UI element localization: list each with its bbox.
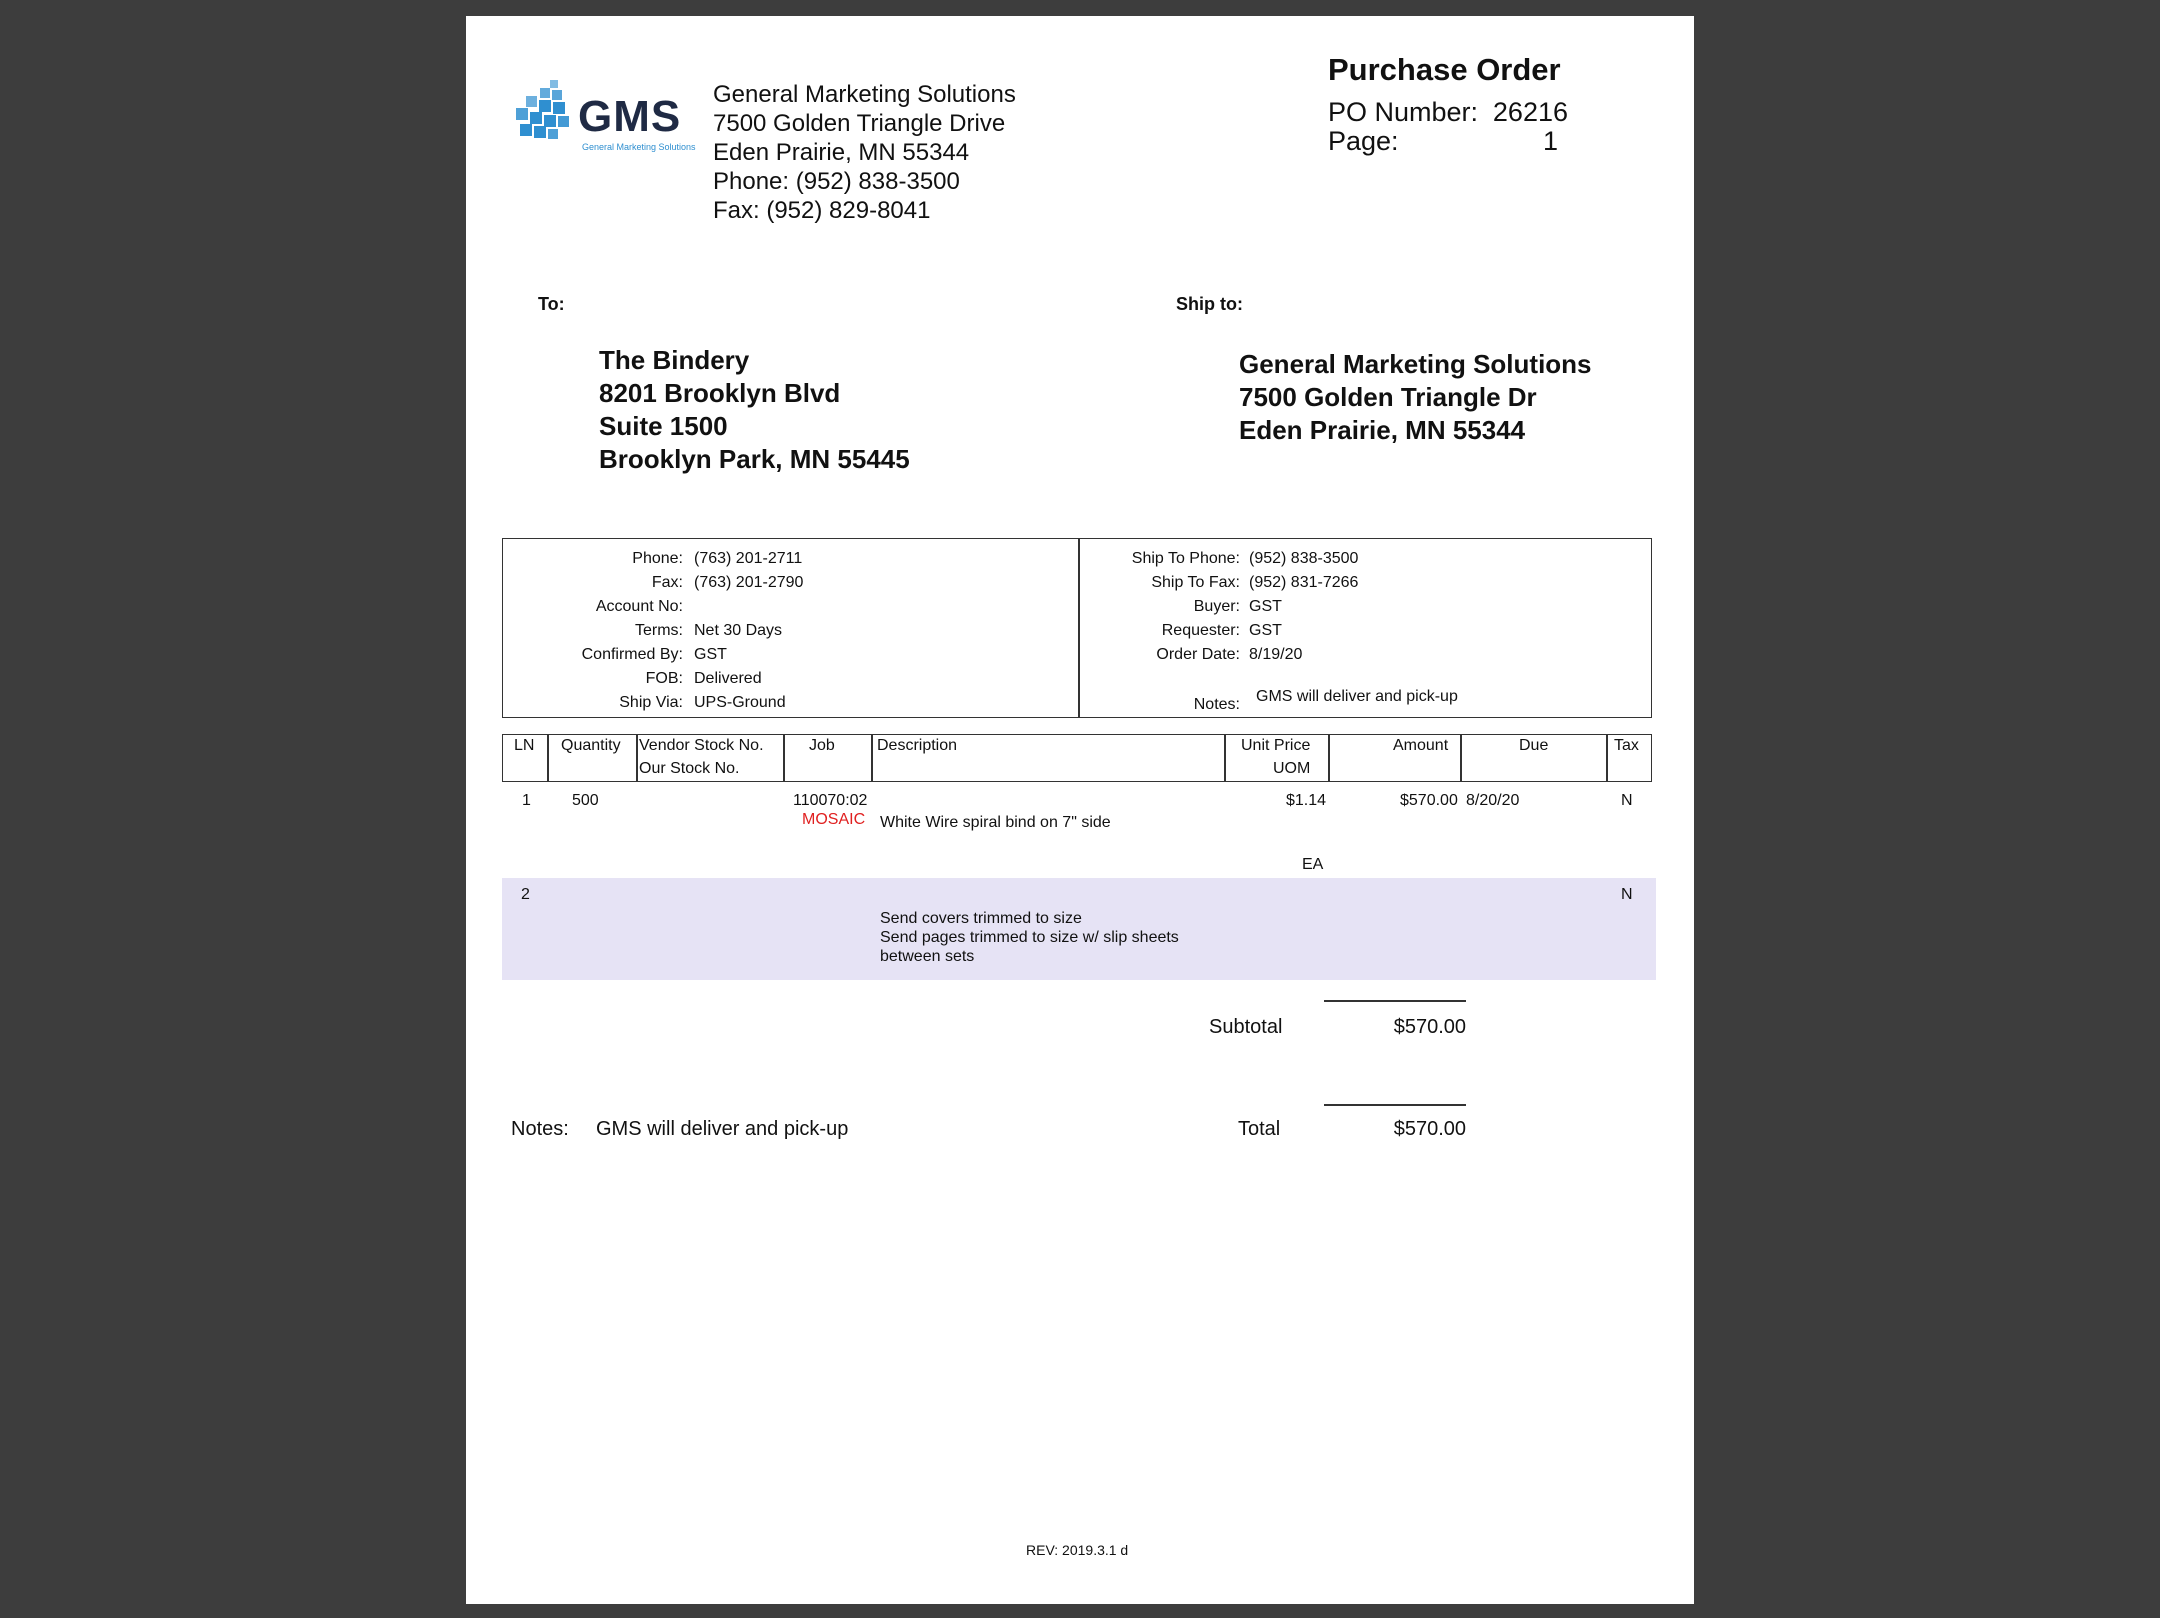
revision-footer: REV: 2019.3.1 d <box>1026 1542 1129 1558</box>
info-row-phone <box>503 547 1078 571</box>
col-divider <box>636 735 638 781</box>
subtotal-value: $570.00 <box>1393 1016 1466 1038</box>
info-value: GST <box>1249 598 1282 615</box>
info-value: GST <box>1249 622 1282 639</box>
logo-tagline: General Marketing Solutions <box>582 142 696 152</box>
logo-wordmark: GMS <box>578 92 682 141</box>
ship-address-line: Eden Prairie, MN 55344 <box>1239 415 1526 445</box>
cell-quantity: 500 <box>572 792 599 809</box>
th-our-stock: Our Stock No. <box>639 760 740 777</box>
th-job: Job <box>809 737 835 754</box>
po-number: 26216 <box>1492 97 1568 127</box>
th-ln: LN <box>514 737 535 754</box>
info-value: (763) 201-2711 <box>694 550 803 567</box>
purchase-order-page <box>466 16 1694 1604</box>
info-row-order-date <box>1079 643 1651 667</box>
info-value: (763) 201-2790 <box>694 574 804 591</box>
info-value: GST <box>694 646 727 663</box>
po-number-row <box>1328 98 1588 127</box>
info-row-ship-phone <box>1079 547 1651 571</box>
th-amount: Amount <box>1393 737 1449 754</box>
info-key: Ship Via: <box>619 694 683 711</box>
info-row-confirmed-by <box>503 643 1078 667</box>
col-divider <box>871 735 873 781</box>
page-number: 1 <box>1542 126 1558 156</box>
info-row-account <box>503 595 1078 619</box>
th-tax: Tax <box>1614 737 1639 754</box>
info-key: Buyer: <box>1193 598 1240 615</box>
vendor-address-line: 8201 Brooklyn Blvd <box>599 378 841 408</box>
cell-job-tag: MOSAIC <box>802 811 866 828</box>
cell-amount: $570.00 <box>1400 792 1458 809</box>
col-divider <box>783 735 785 781</box>
info-row-fob <box>503 667 1078 691</box>
info-value: 8/19/20 <box>1249 646 1303 663</box>
order-info-box <box>502 538 1652 718</box>
notes-label: Notes: <box>511 1118 569 1140</box>
po-number-label: PO Number: <box>1328 97 1479 127</box>
col-divider <box>1224 735 1226 781</box>
cell-unit-price: $1.14 <box>1286 792 1327 809</box>
cell-tax: N <box>1621 792 1633 809</box>
col-divider <box>1460 735 1462 781</box>
cell-description: White Wire spiral bind on 7" side <box>880 814 1111 831</box>
company-line: Fax: (952) 829-8041 <box>713 197 931 224</box>
info-value: GMS will deliver and pick-up <box>1256 688 1458 705</box>
info-row-ship-fax <box>1079 571 1651 595</box>
info-key: Phone: <box>632 550 683 567</box>
ship-to-label: Ship to: <box>1176 294 1243 314</box>
company-line: Eden Prairie, MN 55344 <box>713 139 970 166</box>
cell-description-line: between sets <box>880 948 975 965</box>
info-key: Account No: <box>595 598 683 615</box>
info-key: Requester: <box>1161 622 1240 639</box>
cell-tax: N <box>1621 886 1633 903</box>
col-divider <box>1606 735 1608 781</box>
col-divider <box>547 735 549 781</box>
ship-address-line: 7500 Golden Triangle Dr <box>1239 382 1537 412</box>
info-key: Ship To Phone: <box>1131 550 1240 567</box>
gms-logo <box>512 78 712 168</box>
total-rule <box>1324 1104 1466 1106</box>
th-quantity: Quantity <box>561 737 621 754</box>
page-title: Purchase Order <box>1328 52 1561 87</box>
subtotal-label: Subtotal <box>1209 1016 1283 1038</box>
info-row-fax <box>503 571 1078 595</box>
page-number-row <box>1328 127 1588 156</box>
info-key: Terms: <box>635 622 683 639</box>
ship-address-line: General Marketing Solutions <box>1239 349 1592 379</box>
th-description: Description <box>877 737 958 754</box>
subtotal-rule <box>1324 1000 1466 1002</box>
info-value: (952) 838-3500 <box>1249 550 1359 567</box>
company-address <box>713 80 1016 225</box>
th-due: Due <box>1519 737 1549 754</box>
info-row-buyer <box>1079 595 1651 619</box>
th-vendor-stock: Vendor Stock No. <box>639 737 764 754</box>
company-line: Phone: (952) 838-3500 <box>713 168 960 195</box>
info-row-ship-via <box>503 691 1078 715</box>
th-uom: UOM <box>1273 760 1311 777</box>
info-value: (952) 831-7266 <box>1249 574 1359 591</box>
th-unit-price: Unit Price <box>1241 737 1311 754</box>
company-line: 7500 Golden Triangle Drive <box>713 110 1006 137</box>
info-key: Ship To Fax: <box>1151 574 1240 591</box>
total-label: Total <box>1238 1118 1281 1140</box>
company-line: General Marketing Solutions <box>713 81 1016 108</box>
info-key: Confirmed By: <box>581 646 683 663</box>
cell-description-line: Send pages trimmed to size w/ slip sheets <box>880 929 1179 946</box>
info-row-requester <box>1079 619 1651 643</box>
cell-job: 110070:02 <box>793 792 868 809</box>
info-key: Order Date: <box>1156 646 1240 663</box>
cell-ln: 1 <box>522 792 531 809</box>
info-key: Fax: <box>651 574 683 591</box>
to-label: To: <box>538 294 565 314</box>
items-table-header <box>502 734 1652 782</box>
cell-uom: EA <box>1302 856 1324 873</box>
vendor-address <box>599 344 910 476</box>
vendor-address-line: Suite 1500 <box>599 411 728 441</box>
cell-ln: 2 <box>521 886 530 903</box>
po-meta <box>1328 98 1588 156</box>
col-divider <box>1328 735 1330 781</box>
info-row-notes <box>1079 689 1651 713</box>
info-value: UPS-Ground <box>694 694 786 711</box>
vendor-address-line: Brooklyn Park, MN 55445 <box>599 444 910 474</box>
page-label: Page: <box>1328 126 1399 156</box>
ship-to-address <box>1239 348 1592 447</box>
info-row-terms <box>503 619 1078 643</box>
notes-text: GMS will deliver and pick-up <box>596 1118 849 1140</box>
cell-due: 8/20/20 <box>1466 792 1520 809</box>
info-value: Net 30 Days <box>694 622 783 639</box>
info-key: FOB: <box>645 670 683 687</box>
vendor-address-line: The Bindery <box>599 345 750 375</box>
info-key: Notes: <box>1193 696 1240 713</box>
info-value: Delivered <box>694 670 762 687</box>
total-value: $570.00 <box>1393 1118 1466 1140</box>
cell-description-line: Send covers trimmed to size <box>880 910 1082 927</box>
